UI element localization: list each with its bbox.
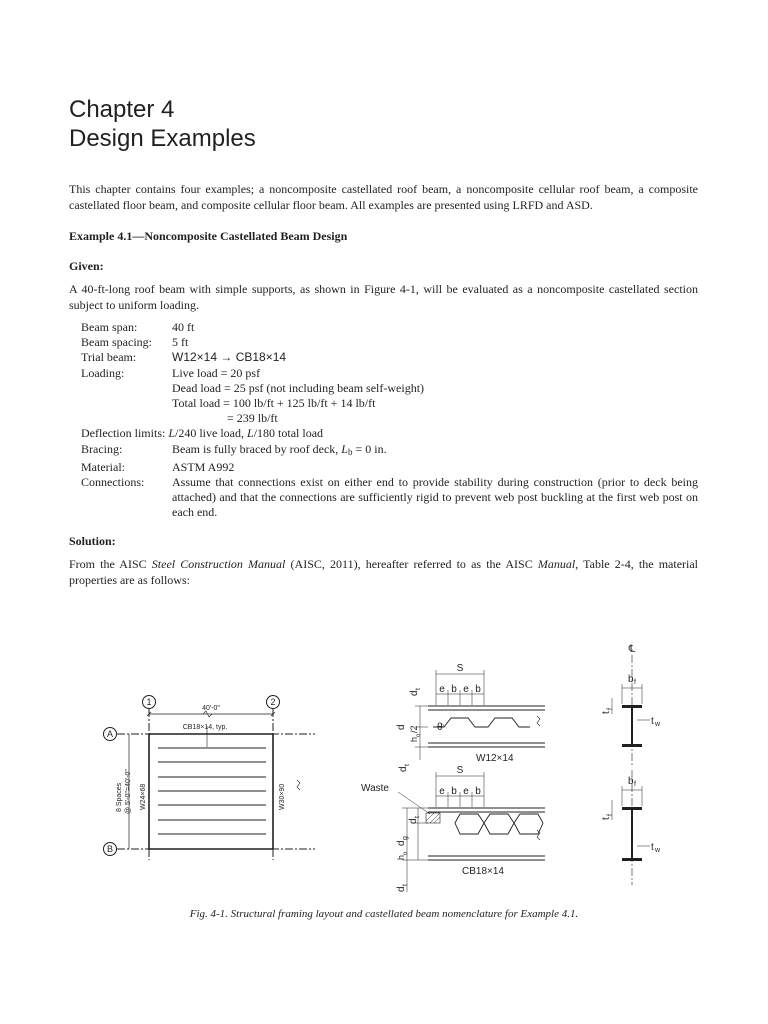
svg-text:h: h bbox=[396, 854, 406, 860]
framing-plan bbox=[104, 696, 316, 861]
w12-cut-line bbox=[433, 718, 530, 727]
w12-dt2-label bbox=[398, 764, 411, 772]
svg-text:t: t bbox=[651, 716, 654, 727]
loading-line-result: = 239 lb/ft bbox=[227, 411, 278, 426]
term-trial-beam: Trial beam: bbox=[81, 350, 137, 365]
given-heading: Given: bbox=[69, 259, 104, 273]
svg-text:d: d bbox=[409, 690, 420, 696]
chapter-heading bbox=[69, 95, 256, 153]
svg-text:t: t bbox=[651, 842, 654, 853]
svg-text:t: t bbox=[415, 688, 422, 690]
cb18-bf-label bbox=[628, 776, 636, 788]
term-beam-spacing: Beam spacing: bbox=[81, 335, 152, 350]
w12-e2: e bbox=[463, 684, 469, 695]
value-beam-span: 40 ft bbox=[172, 320, 195, 334]
cb18-tw-label bbox=[651, 842, 661, 854]
chapter-number: Chapter 4 bbox=[69, 96, 175, 123]
bracing-post: = 0 in. bbox=[352, 441, 387, 456]
svg-text:/2: /2 bbox=[409, 725, 419, 733]
svg-text:f: f bbox=[607, 708, 614, 710]
solution-text-manual-title: Steel Construction Manual bbox=[151, 557, 286, 571]
cb18-opening-1 bbox=[455, 814, 484, 834]
w12-bf-label bbox=[628, 674, 636, 686]
w12-b2: b bbox=[475, 684, 481, 695]
cb18-e1: e bbox=[439, 786, 445, 797]
svg-text:b: b bbox=[628, 674, 634, 685]
svg-text:f: f bbox=[607, 814, 614, 816]
svg-text:b: b bbox=[628, 776, 634, 787]
svg-text:f: f bbox=[634, 679, 636, 686]
value-beam-spacing: 5 ft bbox=[172, 335, 189, 350]
given-row-beam-span bbox=[81, 320, 698, 335]
given-row-loading bbox=[81, 366, 698, 427]
svg-text:d: d bbox=[408, 818, 419, 824]
given-row-bracing bbox=[81, 442, 698, 460]
svg-text:t: t bbox=[601, 817, 612, 820]
svg-text:d: d bbox=[396, 886, 407, 892]
given-row-connections bbox=[81, 475, 698, 521]
given-row-trial-beam bbox=[81, 350, 698, 365]
svg-text:o: o bbox=[416, 733, 422, 737]
left-girder-label: W24×68 bbox=[140, 783, 147, 810]
solution-text-c: (AISC, 2011), hereafter referred to as the AISC bbox=[285, 557, 538, 571]
svg-text:d: d bbox=[398, 766, 409, 772]
svg-text:o: o bbox=[403, 851, 409, 855]
value-bracing bbox=[172, 442, 698, 460]
term-connections: Connections: bbox=[81, 475, 145, 490]
w12-b1: b bbox=[451, 684, 457, 695]
value-trial-beam: W12×14 → CB18×14 bbox=[172, 350, 287, 365]
deflection-v1: /240 live load, bbox=[175, 426, 248, 441]
given-list bbox=[81, 320, 698, 521]
grid-label-2: 2 bbox=[270, 697, 276, 707]
deflection-L1: L bbox=[168, 426, 176, 441]
grid-label-b: B bbox=[106, 844, 114, 854]
beam-typ-label: CB18×14, typ. bbox=[182, 724, 228, 731]
loading-line-live: Live load = 20 psf bbox=[172, 365, 261, 380]
solution-text-manual: Manual bbox=[537, 557, 576, 571]
cb18-opening-2 bbox=[484, 814, 514, 834]
loading-line-dead: Dead load = 25 psf (not including beam self-weight) bbox=[172, 380, 425, 395]
term-material: Material: bbox=[81, 459, 125, 474]
deflection-text bbox=[81, 426, 323, 441]
spaces-line-2: @ 5'-0"=40'-0" bbox=[125, 769, 132, 814]
term-deflection: Deflection limits: bbox=[81, 426, 166, 441]
term-beam-span: Beam span: bbox=[81, 320, 138, 334]
intro-paragraph: This chapter contains four examples; a noncomposite castellated roof beam, a noncomposite cellular roof beam, a composite castellated floor beam, and composite cellular floor beam. All examples are presented using LRFD and ASD. bbox=[69, 182, 698, 212]
chapter-title: Design Examples bbox=[69, 125, 256, 152]
w12-e1: e bbox=[439, 684, 445, 695]
cross-section-w12 bbox=[612, 655, 650, 765]
given-row-beam-spacing bbox=[81, 335, 698, 350]
term-loading: Loading: bbox=[81, 365, 125, 380]
svg-text:w: w bbox=[655, 847, 661, 854]
centerline-symbol: ℄ bbox=[628, 644, 636, 655]
given-paragraph: A 40-ft-long roof beam with simple supports, as shown in Figure 4-1, will be evaluated as a noncomposite castellated section subject to uniform loading. bbox=[69, 282, 698, 312]
cb18-e2: e bbox=[463, 786, 469, 797]
deflection-v2: /180 total load bbox=[253, 426, 324, 441]
waste-area bbox=[426, 813, 440, 823]
solution-text-a: From the AISC bbox=[69, 557, 152, 571]
span-dimension: 40'-0" bbox=[202, 705, 220, 712]
svg-text:d: d bbox=[396, 840, 407, 846]
w12-S-label: S bbox=[456, 663, 464, 674]
svg-text:t: t bbox=[404, 764, 411, 766]
loading-line-total: Total load = 100 lb/ft + 125 lb/ft + 14 lb/ft bbox=[172, 396, 376, 411]
w12-section-label: W12×14 bbox=[476, 753, 514, 764]
right-girder-label: W30×90 bbox=[279, 783, 286, 810]
theta-label: θ bbox=[437, 722, 443, 733]
bracing-pre: Beam is fully braced by roof deck, bbox=[172, 441, 342, 456]
cb18-b1: b bbox=[451, 786, 457, 797]
waste-label: Waste bbox=[361, 783, 389, 794]
example-heading: Example 4.1—Noncomposite Castellated Beam Design bbox=[69, 229, 348, 243]
given-row-deflection bbox=[81, 426, 698, 441]
svg-text:t: t bbox=[402, 884, 409, 886]
intermediate-beams bbox=[158, 748, 266, 834]
cb18-section-label: CB18×14 bbox=[462, 866, 504, 877]
solution-text-e: , Table 2-4, the material properties are as follows: bbox=[69, 557, 699, 587]
svg-text:w: w bbox=[655, 721, 661, 728]
figure-4-1 bbox=[0, 630, 768, 900]
figure-caption: Fig. 4-1. Structural framing layout and castellated beam nomenclature for Example 4.1. bbox=[189, 908, 579, 920]
w12-d-label: d bbox=[396, 724, 407, 730]
svg-text:g: g bbox=[402, 836, 409, 840]
svg-text:h: h bbox=[409, 736, 419, 742]
value-connections: Assume that connections exist on either end to provide stability during construction (prior to deck being attached) and that the connections are sufficiently rigid to prevent web post buckling at the first web post on each end. bbox=[172, 475, 698, 520]
cb18-S-label: S bbox=[456, 765, 464, 776]
svg-text:t: t bbox=[414, 816, 421, 818]
deflection-L2: L bbox=[247, 426, 254, 441]
cb18-b2: b bbox=[475, 786, 481, 797]
term-bracing: Bracing: bbox=[81, 441, 123, 456]
value-material: ASTM A992 bbox=[172, 459, 235, 474]
cb18-opening-3 bbox=[514, 814, 543, 834]
solution-heading: Solution: bbox=[69, 534, 116, 548]
w12-dt-label bbox=[409, 688, 422, 696]
bracing-sub: b bbox=[347, 446, 353, 457]
solution-paragraph bbox=[69, 556, 698, 588]
svg-text:t: t bbox=[601, 711, 612, 714]
given-row-material bbox=[81, 460, 698, 475]
value-loading bbox=[172, 366, 698, 427]
svg-text:f: f bbox=[634, 781, 636, 788]
grid-label-a: A bbox=[106, 729, 114, 739]
grid-label-1: 1 bbox=[146, 697, 152, 707]
w12-tw-label bbox=[651, 716, 661, 728]
bracing-L: L bbox=[341, 441, 348, 456]
cross-section-cb18 bbox=[612, 770, 650, 885]
spaces-line-1: 8 Spaces bbox=[116, 782, 123, 812]
